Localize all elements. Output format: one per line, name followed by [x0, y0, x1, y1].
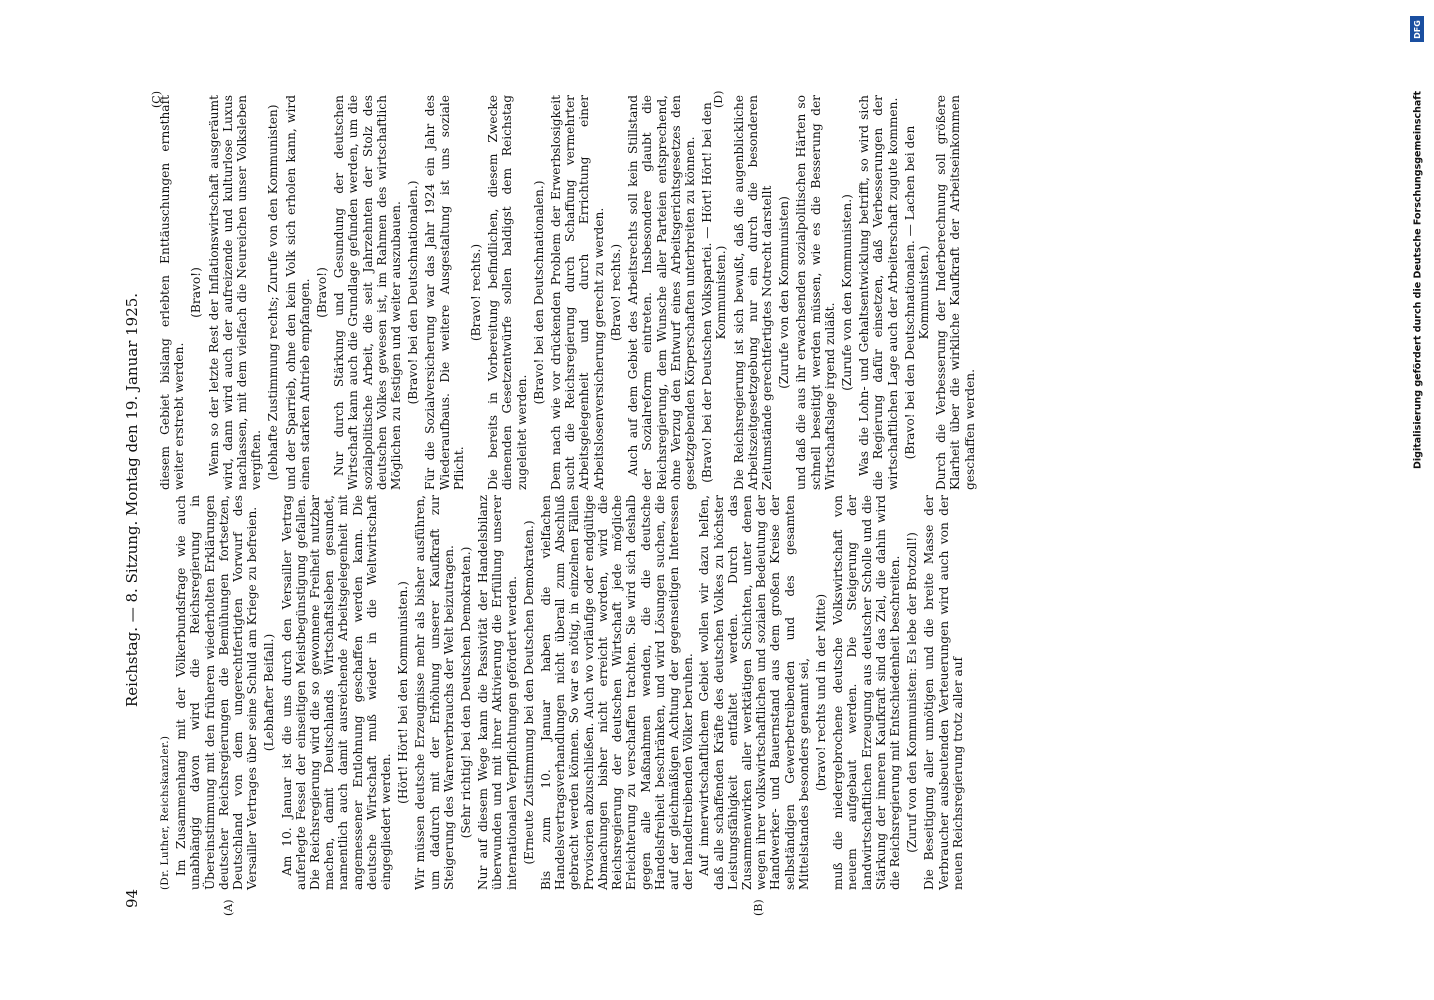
dfg-note-text: Digitalisierung gefördert durch die Deutsche Forschungsgemeinschaft: [1412, 91, 1424, 469]
paragraph: Auf innerwirtschaftlichem Gebiet wollen wir dazu helfen, daß alle schaffenden Kräfte des deutschen Volkes zu höchster Leistungsfähigkeit entfaltet werden. Durch das Zusammenwirken aller werktätigen Schichten, unter denen wegen ihrer volkswirtschaftlichen und sozialen Bedeutung der Handwerker- und Bauernstand aus dem großen Kreise der selbständigen Gewerbetreibenden und des gesamten Mittelstandes besonders genannt sei,: [697, 495, 811, 890]
page-number: 94: [123, 888, 141, 908]
paragraph: diesem Gebiet bislang erlebten Enttäuschungen ernsthaft weiter erstrebt werden.: [158, 95, 187, 490]
margin-a: (A): [222, 899, 235, 916]
rotated-page: [112, 80, 1322, 920]
paragraph: Auch auf dem Gebiet des Arbeitsrechts soll kein Stillstand der Sozialreform eintreten. Insbesondere glaubt die Reichsregierung, dem Wunsche aller Parteien entsprechend, ohne Verzug den Entwurf eines Arbeitsgerichtsgesetzes den gesetzgebenden Körperschaften unterbreiten zu können.: [626, 95, 697, 490]
interjection: (lebhafte Zustimmung rechts; Zurufe von den Kommunisten): [266, 104, 281, 481]
interjection: (Bravo!): [189, 267, 204, 318]
paragraph: und daß die aus ihr erwachsenden sozialpolitischen Härten so schnell beseitigt werden müssen, wie es die Besserung der Wirtschaftslage irgend zuläßt.: [794, 95, 837, 490]
paragraph: und der Sparrieb, ohne den kein Volk sich erholen kann, wird einen starken Antrieb empfangen.: [283, 95, 312, 490]
dfg-logo: DFG: [1410, 16, 1424, 42]
paragraph: Am 10. Januar ist die uns durch den Versailler Vertrag auferlegte Fessel der einseitigen Meistbegünstigung gefallen. Die Reichsregierung wird die so gewonnene Freiheit nutzbar machen, damit Deutschlands Wirtschaftsleben gesundet, namentlich auch damit ausreichende Arbeitsgelegenheit mit angemessener Entlohnung geschaffen werden kann. Die deutsche Wirtschaft muß wieder in die Weltwirtschaft eingegliedert werden.: [279, 495, 394, 890]
margin-d: (D): [712, 90, 725, 108]
margin-c: (C): [150, 91, 163, 108]
paragraph: Die Reichsregierung ist sich bewußt, daß die augenblickliche Arbeitszeitgesetzgebung nur ein durch die besonderen Zeitumstände gerechtfertigtes Notrecht darstellt: [731, 95, 774, 490]
paragraph: Wenn so der letzte Rest der Inflationswirtschaft ausgeräumt wird, dann wird auch der aufreizende und kulturlose Luxus nachlassen, mit dem vielfach die Neureichen unser Volksleben vergiften.: [206, 95, 264, 490]
page-header: [112, 80, 152, 920]
margin-b: (B): [752, 899, 765, 916]
paragraph: Im Zusammenhang mit der Völkerbundsfrage wie auch unabhängig davon wird die Reichsregierung in Übereinstimmung mit den früheren wiederholten Erklärungen deutscher Reichsregierungen die Bemühungen fortsetzen, Deutschland von dem ungerechtfertigten Vorwurf des Versailler Vertrages über seine Schuld am Kriege zu befreien.: [174, 495, 260, 890]
interjection: (Bravo! rechts.): [608, 243, 623, 342]
interjection: (Bravo! bei den Deutschnationalen.): [406, 180, 421, 405]
paragraph: Bis zum 10. Januar haben die vielfachen Handelsvertragsverhandlungen nicht überall zum Abschluß gebracht werden können. So war es nötig, in einzelnen Fällen Provisorien abzuschließen. Auch wo vorläufige oder endgültige Abmachungen bisher nicht erreicht worden, wird die Reichsregierung der deutschen Wirtschaft jede mögliche Erleichterung zu verschaffen trachten. Sie wird sich deshalb gegen alle Maßnahmen wenden, die die deutsche Handelsfreiheit beschränken, und wird Lösungen suchen, die auf der gleichmäßigen Achtung der gegenseitigen Interessen der handeltreibenden Völker beruhen.: [539, 495, 696, 890]
paragraph: Was die Lohn- und Gehaltsentwicklung betrifft, so wird sich die Regierung dafür einsetzen, daß Verbesserungen der wirtschaftlichen Lage auch der Arbeiterschaft zugute kommen.: [857, 95, 900, 490]
right-column: [158, 95, 979, 490]
interjection: (Lebhafter Beifall.): [262, 633, 277, 752]
paragraph: Wir müssen deutsche Erzeugnisse mehr als bisher ausführen, um dadurch mit der Erhöhung unserer Kaufkraft zur Steigerung des Warenverbrauchs der Welt beizutragen.: [413, 495, 456, 890]
paragraph: Durch die Verbesserung der Inderberechnung soll größere Klarheit über die wirkliche Kaufkraft der Arbeitseinkommen geschaffen werden.: [934, 95, 977, 490]
interjection: (Bravo! bei den Deutschnationalen. — Lachen bei den Kommunisten.): [902, 125, 931, 460]
interjection: (Zurufe von den Kommunisten): [777, 196, 792, 389]
interjection: (Zuruf von den Kommunisten: Es lebe der Brotzoll!): [905, 532, 920, 853]
paragraph: Für die Sozialversicherung war das Jahr 1924 ein Jahr des Wiederaufbaus. Die weitere Ausgestaltung ist uns soziale Pflicht.: [423, 95, 466, 490]
interjection: (Erneute Zustimmung bei den Deutschen Demokraten.): [521, 520, 536, 865]
interjection: (Bravo! rechts.): [469, 243, 484, 342]
speaker-label: (Dr. Luther, Reichskanzler.): [159, 735, 171, 890]
interjection: (Zurufe von den Kommunisten.): [839, 194, 854, 391]
paragraph: Nur auf diesem Wege kann die Passivität der Handelsbilanz überwunden und mit ihrer Aktivierung die Erfüllung unserer internationalen Verpflichtungen gefördert werden.: [476, 495, 519, 890]
paragraph: Nur durch Stärkung und Gesundung der deutschen Wirtschaft kann auch die Grundlage gefunden werden, um die sozialpolitische Arbeit, die seit Jahrzehnten der Stolz des deutschen Volkes gewesen ist, im Rahmen des wirtschaftlich Möglichen zu festigen und weiter auszubauen.: [332, 95, 404, 490]
left-column: [158, 495, 967, 890]
paragraph: Die Beseitigung aller unnötigen und die breite Masse der Verbraucher ausbeutenden Verteuerungen wird auch von der neuen Reichsregierung trotz aller auf: [922, 495, 965, 890]
interjection: (Hört! Hört! bei den Kommunisten.): [396, 581, 411, 804]
paragraph: Die bereits in Vorbereitung befindlichen, diesem Zwecke dienenden Gesetzentwürfe sollen baldigst dem Reichstag zugeleitet werden.: [486, 95, 529, 490]
page-title: Reichstag. — 8. Sitzung. Montag den 19. Januar 1925.: [123, 292, 141, 708]
interjection: (Bravo! bei den Deutschnationalen.): [531, 180, 546, 405]
interjection: (bravo! rechts und in der Mitte): [813, 593, 828, 792]
interjection: (Bravo!): [315, 267, 330, 318]
interjection: (Sehr richtig! bei den Deutschen Demokraten.): [459, 546, 474, 839]
paragraph: Dem nach wie vor drückenden Problem der Erwerbslosigkeit sucht die Reichsregierung durch Schaffung vermehrter Arbeitsgelegenheit und durch Errichtung einer Arbeitslosenversicherung gerecht zu werden.: [549, 95, 606, 490]
interjection: (Bravo! bei der Deutschen Volkspartei. — Hört! Hört! bei den Kommunisten.): [700, 102, 729, 483]
dfg-side-note: [1408, 10, 1428, 550]
paragraph: muß die niedergebrochene deutsche Volkswirtschaft von neuem aufgebaut werden. Die Steigerung der landwirtschaftlichen Erzeugung aus deutscher Scholle und die Stärkung der inneren Kaufkraft sind das Ziel, die dahin wird die Reichsregierung mit Entschiedenheit beschreiten.: [831, 495, 902, 890]
